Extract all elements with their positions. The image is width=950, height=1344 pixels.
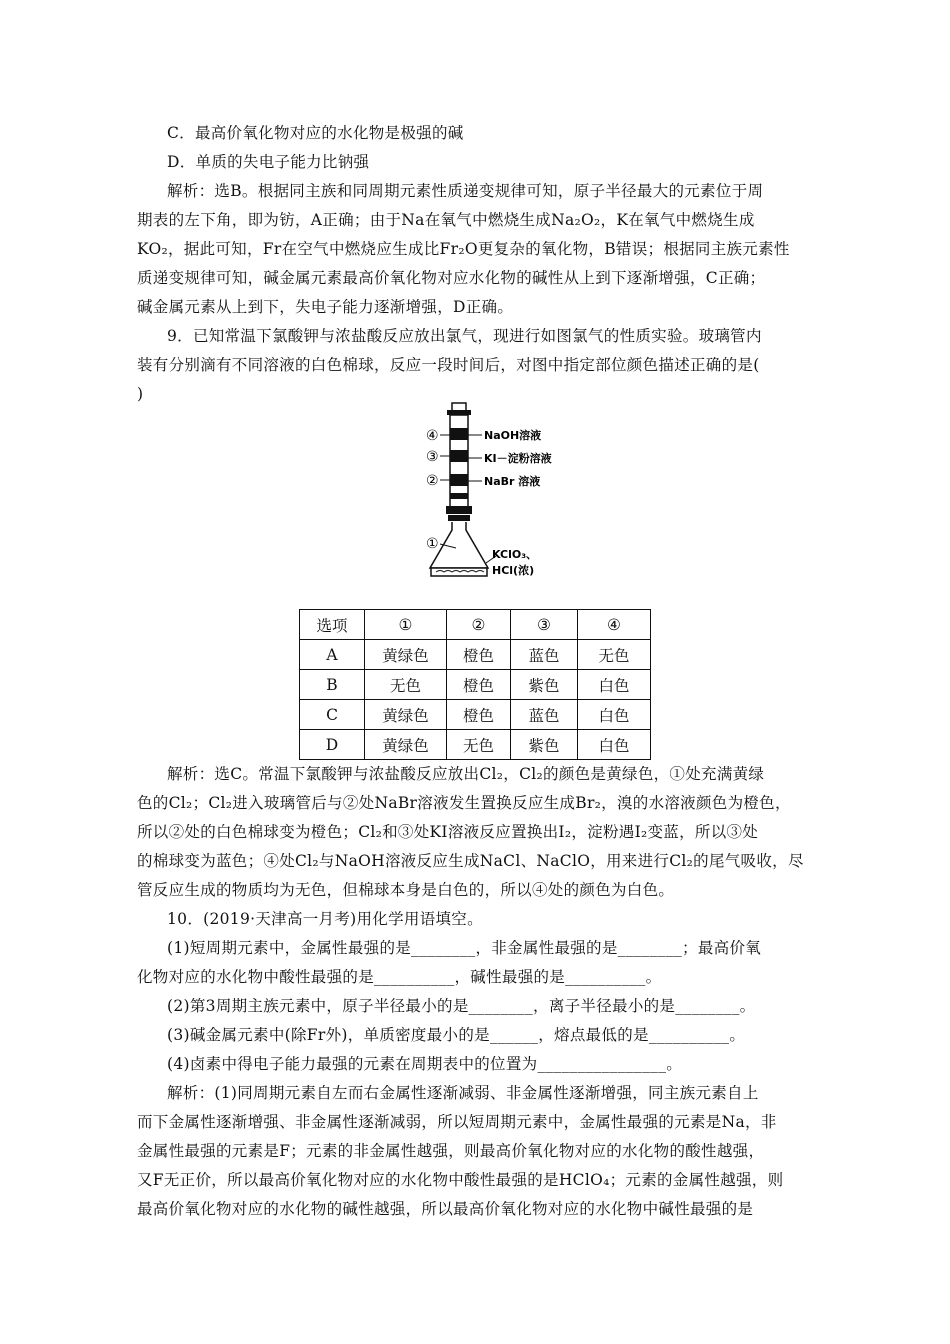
- table-cell: 橙色: [447, 700, 511, 730]
- solution-8-line: 期表的左下角，即为钫，A正确；由于Na在氧气中燃烧生成Na₂O₂，K在氧气中燃烧生成: [137, 211, 755, 229]
- options-table: [299, 609, 651, 760]
- question-9-line: 装有分别滴有不同溶液的白色棉球，反应一段时间后，对图中指定部位颜色描述正确的是(: [137, 356, 760, 374]
- solution-8-line: 碱金属元素从上到下，失电子能力逐渐增强，D正确。: [137, 298, 514, 316]
- solution-9-line: 解析：选C。常温下氯酸钾与浓盐酸反应放出Cl₂，Cl₂的颜色是黄绿色，①处充满黄绿: [167, 765, 765, 783]
- chlorine-apparatus-figure: [400, 398, 590, 588]
- table-cell: 白色: [578, 700, 651, 730]
- solution-10-line: 而下金属性逐渐增强、非金属性逐渐减弱，所以短周期元素中，金属性最强的元素是Na，非: [137, 1113, 777, 1131]
- question-9-line: 9．已知常温下氯酸钾与浓盐酸反应放出氯气，现进行如图氯气的性质实验。玻璃管内: [167, 327, 762, 345]
- question-10-part-4: (4)卤素中得电子能力最强的元素在周期表中的位置为________________。: [167, 1055, 683, 1073]
- position-4-label: ④: [426, 428, 439, 444]
- table-cell: 白色: [578, 670, 651, 700]
- solution-10-line: 解析：(1)同周期元素自左而右金属性逐渐减弱、非金属性逐渐增强，同主族元素自上: [167, 1084, 759, 1102]
- question-10-part-1: (1)短周期元素中，金属性最强的是________，非金属性最强的是________；最高价氧: [167, 939, 762, 957]
- position-2-label: ②: [426, 473, 439, 489]
- table-row: [300, 730, 651, 760]
- table-cell: C: [300, 700, 365, 730]
- table-header-cell: ③: [511, 610, 578, 640]
- question-9-line: ): [137, 385, 144, 403]
- question-10-title: 10．(2019·天津高一月考)用化学用语填空。: [167, 910, 483, 928]
- position-3-label: ③: [426, 449, 439, 465]
- table-cell: 无色: [578, 640, 651, 670]
- table-cell: 白色: [578, 730, 651, 760]
- option-c-line: C．最高价氧化物对应的水化物是极强的碱: [167, 124, 464, 142]
- kclo3-label: KClO₃、: [492, 548, 538, 561]
- solution-10-line: 金属性最强的元素是F；元素的非金属性越强，则最高价氧化物对应的水化物的酸性越强，: [137, 1142, 765, 1160]
- option-d-line: D．单质的失电子能力比钠强: [167, 153, 370, 171]
- solution-10-line: 又F无正价，所以最高价氧化物对应的水化物中酸性最强的是HClO₄；元素的金属性越强，则: [137, 1171, 784, 1189]
- table-cell: 黄绿色: [365, 700, 447, 730]
- table-cell: 橙色: [447, 640, 511, 670]
- table-cell: 蓝色: [511, 700, 578, 730]
- solution-8-line: KO₂，据此可知，Fr在空气中燃烧应生成比Fr₂O更复杂的氧化物，B错误；根据同主族元素性: [137, 240, 790, 258]
- solution-9-line: 管反应生成的物质均为无色，但棉球本身是白色的，所以④处的颜色为白色。: [137, 881, 675, 899]
- table-cell: 蓝色: [511, 640, 578, 670]
- table-cell: 紫色: [511, 730, 578, 760]
- question-10-part-3: (3)碱金属元素中(除Fr外)，单质密度最小的是______，熔点最低的是__________。: [167, 1026, 746, 1044]
- ki-starch-solution-label: KI－淀粉溶液: [484, 452, 552, 465]
- table-cell: 橙色: [447, 670, 511, 700]
- table-header-cell: ②: [447, 610, 511, 640]
- table-cell: 无色: [365, 670, 447, 700]
- solution-9-line: 的棉球变为蓝色；④处Cl₂与NaOH溶液反应生成NaCl、NaClO，用来进行Cl₂的尾气吸收，尽: [137, 852, 804, 870]
- question-10-part-2: (2)第3周期主族元素中，原子半径最小的是________，离子半径最小的是________。: [167, 997, 756, 1015]
- table-cell: 紫色: [511, 670, 578, 700]
- table-header-cell: ④: [578, 610, 651, 640]
- table-row: [300, 700, 651, 730]
- table-header-cell: ①: [365, 610, 447, 640]
- table-cell: D: [300, 730, 365, 760]
- hcl-conc-label: HCl(浓): [492, 564, 535, 577]
- table-header-cell: 选项: [300, 610, 365, 640]
- solution-9-line: 色的Cl₂；Cl₂进入玻璃管后与②处NaBr溶液发生置换反应生成Br₂，溴的水溶液颜色为橙色，: [137, 794, 791, 812]
- nabr-solution-label: NaBr 溶液: [484, 475, 541, 488]
- solution-8-line: 解析：选B。根据同主族和同周期元素性质递变规律可知，原子半径最大的元素位于周: [167, 182, 764, 200]
- naoh-solution-label: NaOH溶液: [484, 429, 542, 442]
- table-cell: 无色: [447, 730, 511, 760]
- table-cell: 黄绿色: [365, 640, 447, 670]
- table-cell: 黄绿色: [365, 730, 447, 760]
- solution-8-line: 质递变规律可知，碱金属元素最高价氧化物对应水化物的碱性从上到下逐渐增强，C正确；: [137, 269, 766, 287]
- table-cell: B: [300, 670, 365, 700]
- table-row: [300, 640, 651, 670]
- solution-10-line: 最高价氧化物对应的水化物的碱性越强，所以最高价氧化物对应的水化物中碱性最强的是: [137, 1200, 754, 1218]
- position-1-label: ①: [426, 536, 439, 552]
- table-row: [300, 670, 651, 700]
- table-header-row: [300, 610, 651, 640]
- question-10-part-1: 化物对应的水化物中酸性最强的是__________，碱性最强的是__________。: [137, 968, 662, 986]
- solution-9-line: 所以②处的白色棉球变为橙色；Cl₂和③处KI溶液反应置换出I₂，淀粉遇I₂变蓝，所以③处: [137, 823, 759, 841]
- table-cell: A: [300, 640, 365, 670]
